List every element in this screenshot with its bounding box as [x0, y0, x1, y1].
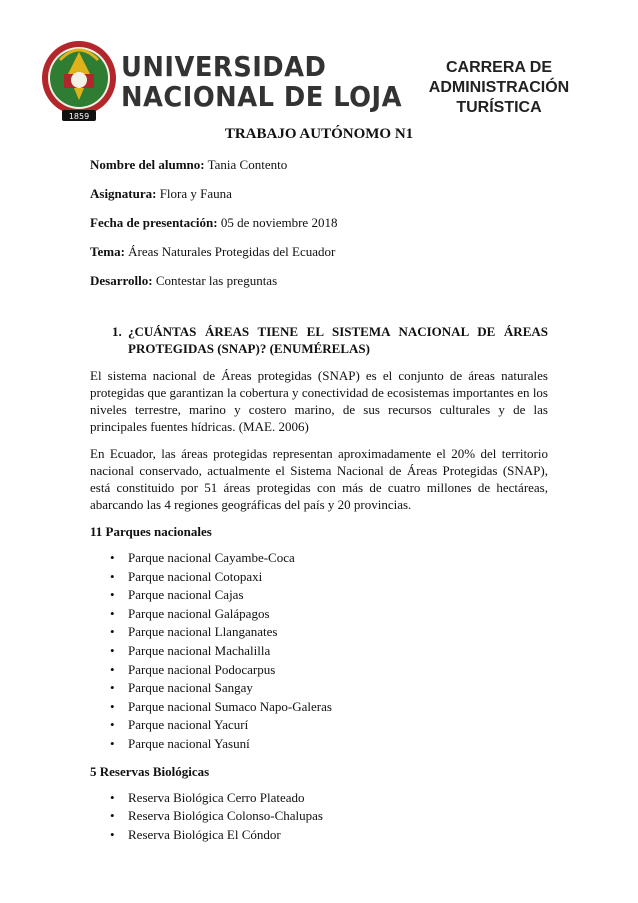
section-heading-reservas: 5 Reservas Biológicas	[90, 763, 210, 779]
paragraph-ecuador-areas: En Ecuador, las áreas protegidas representan aproximadamente el 20% del territorio nacional conservado, actualmente el Sistema Nacional de Áreas Protegidas (SNAP), está constituido por 51 áreas protegidas con más de cuatro millones de hectáreas, abarcando las 4 regiones geográficas del país y 20 provincias.	[90, 446, 548, 512]
field-label: Asignatura:	[90, 186, 157, 201]
field-value: Contestar las preguntas	[155, 273, 278, 288]
list-item: • Parque nacional Yacurí	[110, 717, 548, 734]
university-logo-text	[121, 52, 402, 112]
university-name-line2: NACIONAL DE LOJA	[121, 80, 402, 113]
list-item: • Parque nacional Cayambe-Coca	[110, 550, 548, 567]
list-item: • Parque nacional Sumaco Napo-Galeras	[110, 699, 548, 716]
field-development	[90, 272, 548, 289]
list-item: • Parque nacional Galápagos	[110, 606, 548, 623]
paragraph-snap-definition: El sistema nacional de Áreas protegidas (SNAP) es el conjunto de áreas naturales protegidas que garantizan la cobertura y conectividad de ecosistemas importantes en los niveles terrestre, marino y costero marino, de sus recursos culturales y de las principales fuentes hídricas. (MAE. 2006)	[90, 368, 548, 434]
field-value: 05 de noviembre 2018	[220, 215, 338, 230]
list-item: • Parque nacional Cotopaxi	[110, 569, 548, 586]
field-label: Desarrollo:	[90, 273, 153, 288]
list-item: • Parque nacional Yasuní	[110, 736, 548, 753]
reservas-list	[90, 790, 548, 844]
carrera-line1: CARRERA DE	[445, 59, 553, 76]
field-label: Tema:	[90, 244, 125, 259]
question-text: ¿CUÁNTAS ÁREAS TIENE EL SISTEMA NACIONAL DE ÁREAS PROTEGIDAS (SNAP)? (ENUMÉRELAS)	[128, 324, 548, 356]
section-heading-parques: 11 Parques nacionales	[90, 524, 212, 539]
field-label: Nombre del alumno:	[90, 157, 205, 172]
list-item: • Parque nacional Machalilla	[110, 643, 548, 660]
field-label: Fecha de presentación:	[90, 215, 218, 230]
list-item: • Parque nacional Llanganates	[110, 624, 548, 641]
field-value: Tania Contento	[207, 157, 288, 172]
field-subject	[90, 185, 548, 202]
list-item: • Reserva Biológica El Cóndor	[110, 827, 548, 844]
list-item: • Parque nacional Cajas	[110, 587, 548, 604]
list-item: • Parque nacional Podocarpus	[110, 662, 548, 679]
list-item: • Reserva Biológica Cerro Plateado	[110, 790, 548, 807]
field-student	[90, 156, 548, 173]
list-item: • Parque nacional Sangay	[110, 680, 548, 697]
university-name-line1: UNIVERSIDAD	[121, 50, 327, 83]
page-title: TRABAJO AUTÓNOMO N1	[224, 126, 414, 142]
carrera-title	[424, 58, 574, 113]
seal-year: 1859	[68, 112, 90, 121]
document-body	[90, 126, 548, 853]
carrera-line3: TURÍSTICA	[456, 99, 542, 113]
list-item: • Reserva Biológica Colonso-Chalupas	[110, 808, 548, 825]
field-value: Áreas Naturales Protegidas del Ecuador	[128, 244, 336, 259]
parques-list	[90, 550, 548, 753]
carrera-line2: ADMINISTRACIÓN	[428, 79, 570, 96]
question-1	[112, 323, 548, 357]
document-header	[0, 0, 638, 125]
university-seal-icon	[40, 40, 118, 122]
field-date	[90, 214, 548, 231]
field-topic	[90, 243, 548, 260]
question-number: 1.	[112, 324, 122, 339]
field-value: Flora y Fauna	[159, 186, 232, 201]
